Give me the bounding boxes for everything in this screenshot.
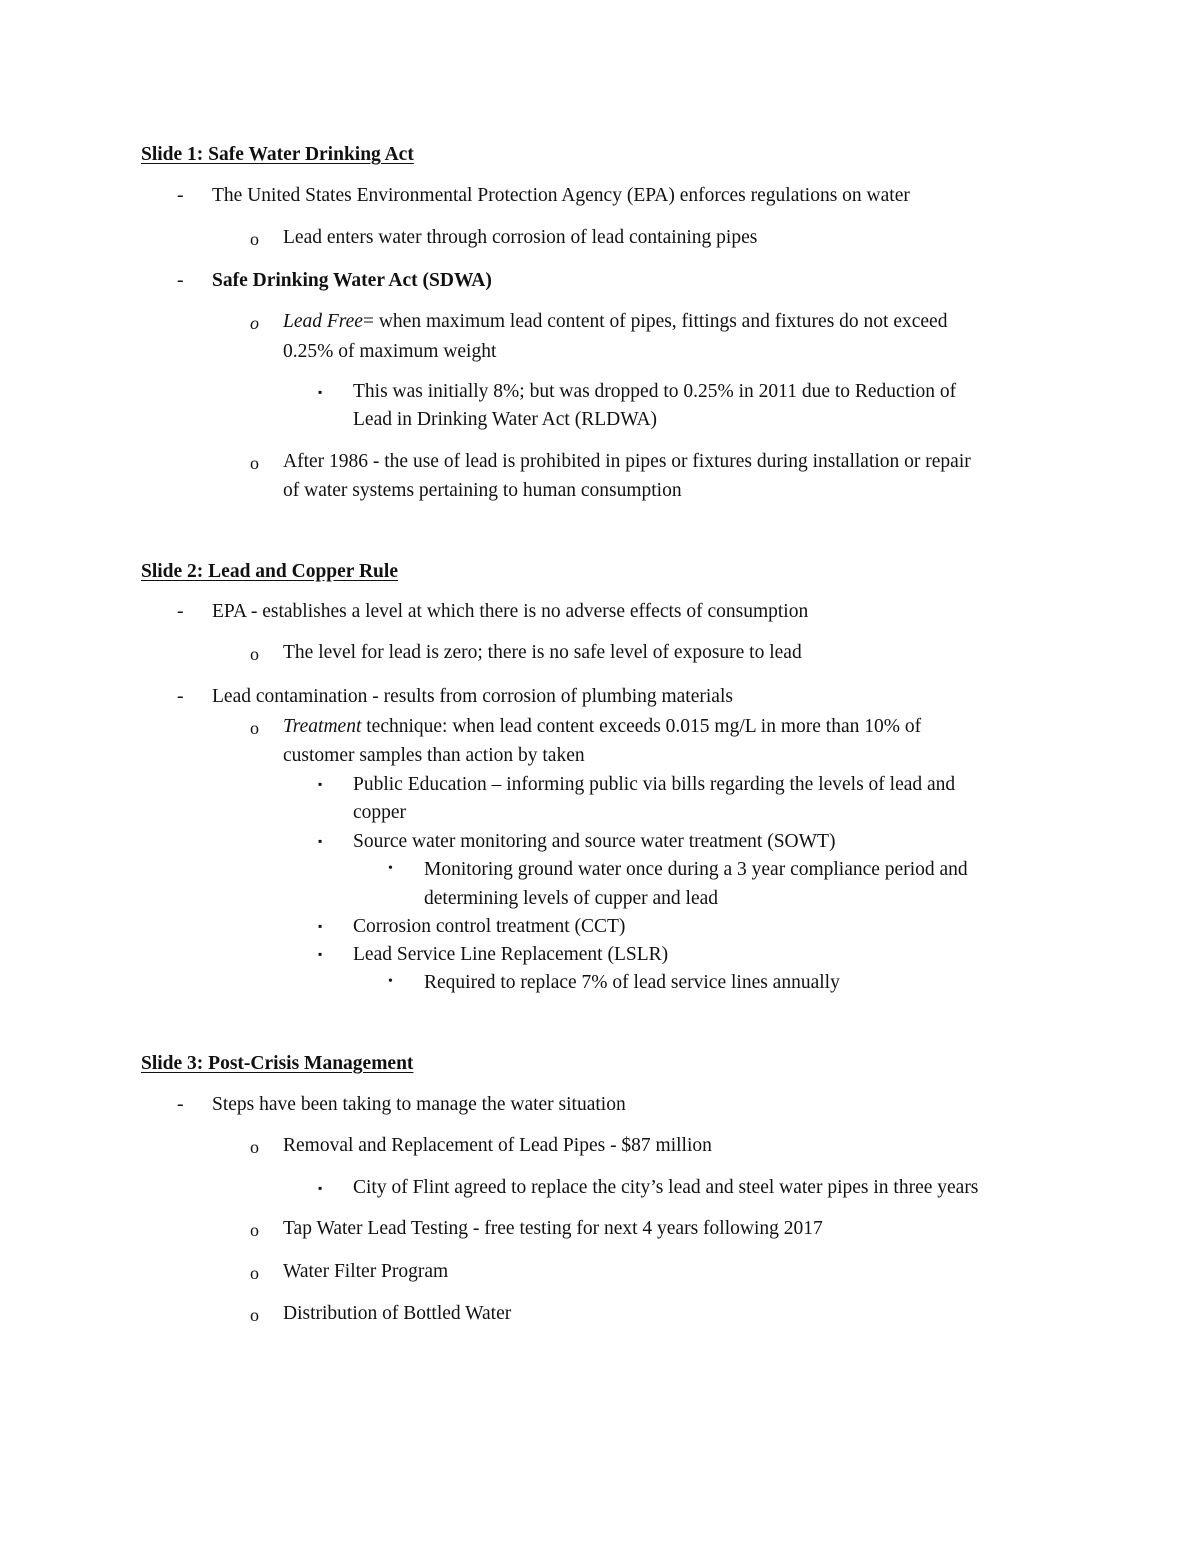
slide1-item2-sub2-line2: of water systems pertaining to human consumption — [283, 480, 682, 501]
slide3-item1: Steps have been taking to manage the water situation — [212, 1094, 626, 1115]
treatment-term: Treatment — [283, 716, 362, 737]
slide3-sub1-sub1: City of Flint agreed to replace the city’s lead and steel water pipes in three years — [353, 1177, 979, 1198]
lslr-item: Lead Service Line Replacement (LSLR) — [353, 944, 669, 965]
cct-item: Corrosion control treatment (CCT) — [353, 916, 626, 937]
slide2-item2: Lead contamination - results from corrosion of plumbing materials — [212, 686, 733, 707]
slide2-item1-sub1: The level for lead is zero; there is no safe level of exposure to lead — [283, 642, 802, 663]
public-education-item: Public Education – informing public via bills regarding the levels of lead and — [353, 774, 956, 795]
sowt-sub-item: Monitoring ground water once during a 3 year compliance period and — [424, 859, 968, 880]
dash-marker: - — [177, 185, 184, 206]
slide1-item1-sub1: Lead enters water through corrosion of lead containing pipes — [283, 227, 758, 248]
square-marker: ▪ — [318, 947, 323, 961]
lslr-sub-item: Required to replace 7% of lead service lines annually — [424, 972, 840, 993]
slide2-heading: Slide 2: Lead and Copper Rule — [141, 561, 398, 582]
square-marker: ▪ — [318, 777, 323, 791]
lead-free-definition: = when maximum lead content of pipes, fittings and fixtures do not exceed — [362, 311, 948, 332]
slide1-item2-sub1-sub1-line2: Lead in Drinking Water Act (RLDWA) — [353, 409, 658, 430]
slide1-item2-sub1-sub1: This was initially 8%; but was dropped to 0.25% in 2011 due to Reduction of — [353, 381, 957, 402]
dash-marker: - — [177, 686, 184, 707]
dot-marker: • — [388, 974, 393, 989]
slide3-sub4: Distribution of Bottled Water — [283, 1303, 512, 1324]
square-marker: ▪ — [318, 834, 323, 848]
slide1-heading: Slide 1: Safe Water Drinking Act — [141, 144, 414, 165]
circle-marker: o — [250, 313, 259, 333]
circle-marker: o — [250, 718, 259, 738]
dot-marker: • — [388, 861, 393, 876]
slide3-sub2: Tap Water Lead Testing - free testing for next 4 years following 2017 — [283, 1218, 823, 1239]
slide1-item1: The United States Environmental Protection Agency (EPA) enforces regulations on water — [212, 185, 910, 206]
slide1-item2-sub2: After 1986 - the use of lead is prohibited in pipes or fixtures during installation or repair — [283, 451, 971, 472]
treatment-definition: technique: when lead content exceeds 0.015 mg/L in more than 10% of — [361, 716, 922, 737]
square-marker: ▪ — [318, 385, 323, 399]
circle-marker: o — [250, 1305, 259, 1325]
square-marker: ▪ — [318, 1181, 323, 1195]
circle-marker: o — [250, 1137, 259, 1157]
slide2-item2-sub1-line2: customer samples than action by taken — [283, 745, 585, 766]
sowt-sub-item-line2: determining levels of cupper and lead — [424, 888, 719, 909]
square-marker: ▪ — [318, 919, 323, 933]
slide2-item2-sub1 — [283, 717, 921, 737]
slide3-sub3: Water Filter Program — [283, 1261, 449, 1282]
sowt-item: Source water monitoring and source water treatment (SOWT) — [353, 831, 836, 852]
circle-marker: o — [250, 1263, 259, 1283]
slide1-item2-sub1 — [283, 312, 947, 332]
public-education-line2: copper — [353, 802, 407, 823]
circle-marker: o — [250, 644, 259, 664]
slide2-item1: EPA - establishes a level at which there is no adverse effects of consumption — [212, 601, 809, 622]
dash-marker: - — [177, 601, 184, 622]
lead-free-term: Lead Free — [283, 311, 363, 332]
dash-marker: - — [177, 270, 184, 291]
slide1-item2: Safe Drinking Water Act (SDWA) — [212, 270, 492, 291]
slide3-sub1: Removal and Replacement of Lead Pipes - $87 million — [283, 1135, 712, 1156]
circle-marker: o — [250, 1220, 259, 1240]
dash-marker: - — [177, 1094, 184, 1115]
circle-marker: o — [250, 229, 259, 249]
circle-marker: o — [250, 453, 259, 473]
slide1-item2-sub1-line2: 0.25% of maximum weight — [283, 341, 497, 362]
slide3-heading: Slide 3: Post-Crisis Management — [141, 1053, 414, 1074]
